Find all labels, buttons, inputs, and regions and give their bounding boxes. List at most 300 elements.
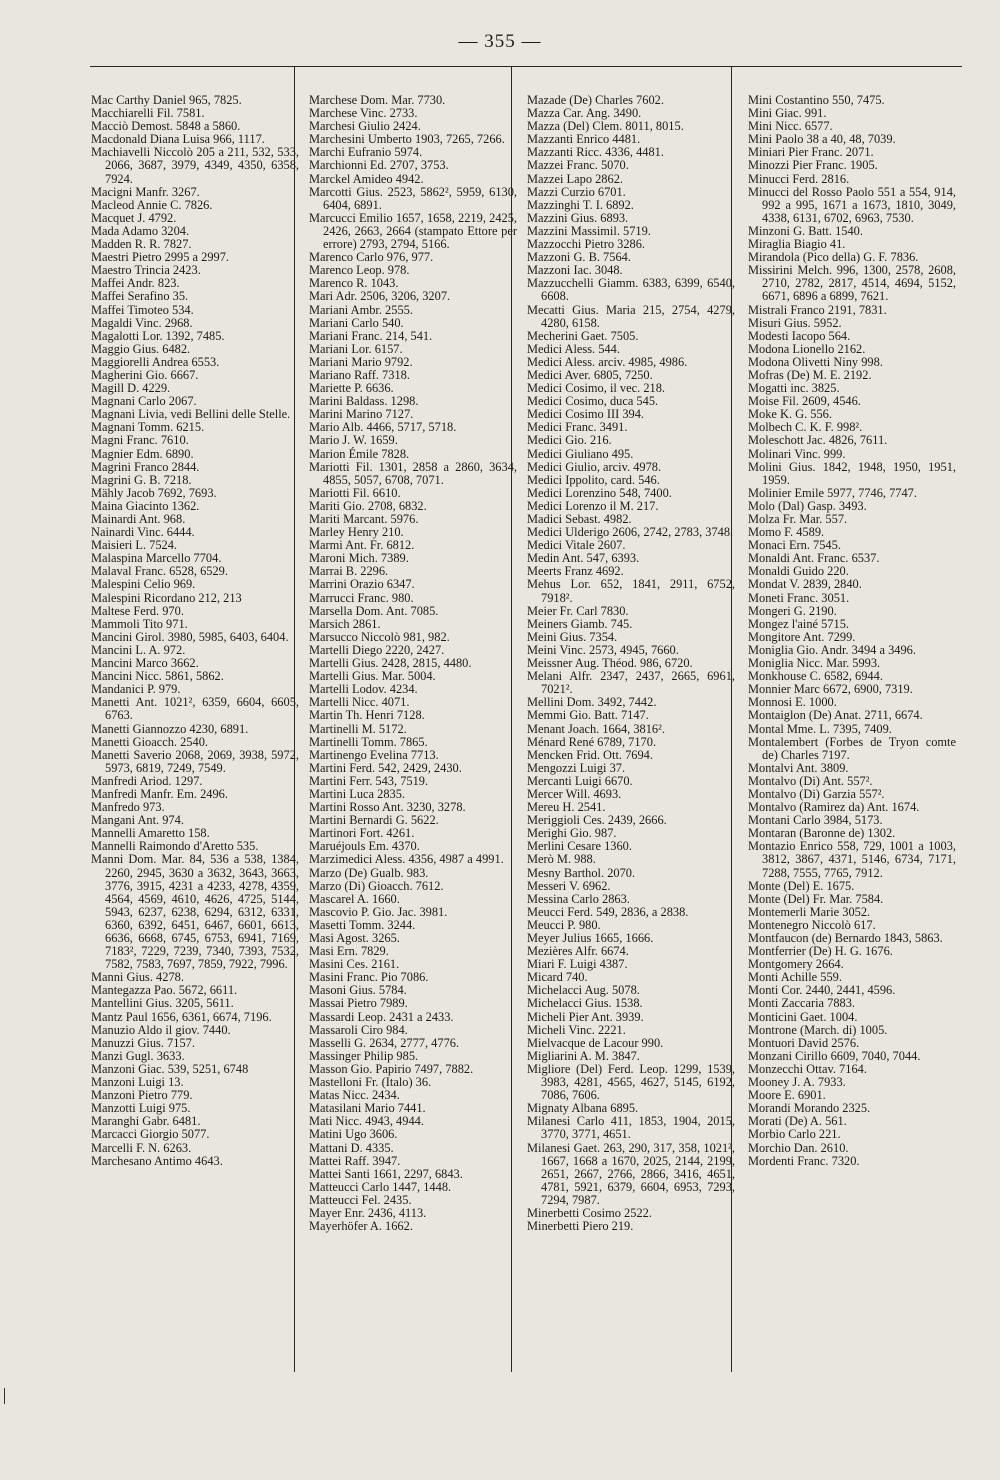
index-entry: Milanesi Carlo 411, 1853, 1904, 2015, 3770, 3771, 4651.: [527, 1114, 735, 1142]
index-entry: Moleschott Jac. 4826, 7611.: [748, 433, 888, 448]
index-entry: Maffei Timoteo 534.: [91, 302, 194, 317]
index-entry: Magnani Livia, vedi Bellini delle Stelle.: [91, 407, 291, 422]
index-entry: Mondat V. 2839, 2840.: [748, 577, 862, 592]
index-entry: Milanesi Gaet. 263, 290, 317, 358, 1021², 1667, 1668 a 1670, 2025, 2144, 2199, 2651, 2667, 2766, 2866, 3416, 4651, 4781, 5921, 6379, 6604, 6953, 7293, 7294, 7987.: [527, 1140, 735, 1207]
index-entry: Maina Giacinto 1362.: [91, 498, 200, 513]
index-entry: Manetti Saverio 2068, 2069, 3938, 5972, 5973, 6819, 7249, 7549.: [91, 747, 299, 775]
index-entry: Monaldi Guido 220.: [748, 564, 849, 579]
index-entry: Mielvacque de Lacour 990.: [527, 1035, 664, 1050]
index-entry: Marsich 2861.: [309, 616, 381, 631]
index-entry: Manzotti Luigi 975.: [91, 1101, 191, 1116]
index-entry: Mazzei Franc. 5070.: [527, 158, 629, 173]
index-entry: Manfredo 973.: [91, 800, 165, 815]
index-entry: Moke K. G. 556.: [748, 407, 832, 422]
index-entry: Monti Cor. 2440, 2441, 4596.: [748, 983, 896, 998]
index-entry: Momo F. 4589.: [748, 525, 825, 540]
index-entry: Montemerli Marie 3052.: [748, 904, 871, 919]
index-entry: Moise Fil. 2609, 4546.: [748, 394, 861, 409]
index-entry: Marini Baldass. 1298.: [309, 394, 419, 409]
index-entry: Masini Ces. 2161.: [309, 957, 400, 972]
index-entry: Manzoni Luigi 13.: [91, 1075, 184, 1090]
index-entry: Manetti Giannozzo 4230, 6891.: [91, 721, 249, 736]
index-entry: Mac Carthy Daniel 965, 7825.: [91, 93, 242, 107]
index-entry: Minzoni G. Batt. 1540.: [748, 223, 863, 238]
index-entry: Mada Adamo 3204.: [91, 223, 190, 238]
index-entry: Magaldi Vinc. 2968.: [91, 315, 193, 330]
index-entry: Mancini Girol. 3980, 5985, 6403, 6404.: [91, 629, 289, 644]
index-entry: Mazzini Gius. 6893.: [527, 210, 629, 225]
index-entry: Matteucci Carlo 1447, 1448.: [309, 1179, 452, 1194]
index-entry: Machiavelli Niccolò 205 a 211, 532, 533, 2066, 3687, 3979, 4349, 4350, 6358, 7924.: [91, 145, 299, 186]
index-entry: Mini Giac. 991.: [748, 106, 827, 121]
index-entry: Mesny Barthol. 2070.: [527, 865, 636, 880]
index-entry: Maggio Gius. 6482.: [91, 341, 191, 356]
index-entry: Masi Ern. 7829.: [309, 944, 389, 959]
index-entry: Manni Gius. 4278.: [91, 970, 184, 985]
index-entry: Montani Carlo 3984, 5173.: [748, 813, 883, 828]
index-entry: Monzecchi Ottav. 7164.: [748, 1061, 867, 1076]
index-entry: Medici Lorenzo il M. 217.: [527, 498, 659, 513]
index-entry: Matasilani Mario 7441.: [309, 1101, 426, 1116]
index-entry: Moniglia Nicc. Mar. 5993.: [748, 656, 881, 671]
index-entry: Marckel Amideo 4942.: [309, 171, 424, 186]
index-column-3: [527, 94, 735, 1233]
index-entry: Manzoni Pietro 779.: [91, 1088, 193, 1103]
index-entry: Monti Achille 559.: [748, 970, 842, 985]
index-entry: Minerbetti Piero 219.: [527, 1219, 634, 1234]
index-entry: Mazzi Curzio 6701.: [527, 184, 626, 199]
index-entry: Messeri V. 6962.: [527, 878, 611, 893]
index-entry: Manetti Gioacch. 2540.: [91, 734, 208, 749]
index-entry: Martinelli M. 5172.: [309, 721, 407, 736]
index-entry: Mordenti Franc. 7320.: [748, 1153, 860, 1168]
index-entry: Martelli Diego 2220, 2427.: [309, 642, 445, 657]
index-entry: Marcotti Gius. 2523, 5862², 5959, 6130, 6404, 6891.: [309, 184, 517, 212]
index-entry: Massaroli Ciro 984.: [309, 1022, 408, 1037]
index-entry: Montenegro Niccolò 617.: [748, 917, 876, 932]
index-entry: Maroni Mich. 7389.: [309, 551, 409, 566]
index-entry: Montuori David 2576.: [748, 1035, 860, 1050]
index-entry: Martini Luca 2835.: [309, 786, 406, 801]
index-entry: Montferrier (De) H. G. 1676.: [748, 944, 893, 959]
index-entry: Mähly Jacob 7692, 7693.: [91, 485, 217, 500]
index-entry: Marley Henry 210.: [309, 525, 404, 540]
index-entry: Michelacci Aug. 5078.: [527, 983, 640, 998]
index-entry: Mongeri G. 2190.: [748, 603, 837, 618]
index-entry: Micheli Pier Ant. 3939.: [527, 1009, 644, 1024]
index-entry: Matteucci Fel. 2435.: [309, 1192, 412, 1207]
index-entry: Mattani D. 4335.: [309, 1140, 394, 1155]
index-entry: Molinier Emile 5977, 7746, 7747.: [748, 485, 917, 500]
index-entry: Mariotti Fil. 6610.: [309, 485, 401, 500]
index-entry: Macigni Manfr. 3267.: [91, 184, 200, 199]
index-entry: Medici Cosimo, duca 545.: [527, 394, 659, 409]
index-entry: Montfaucon (de) Bernardo 1843, 5863.: [748, 931, 943, 945]
index-entry: Macdonald Diana Luisa 966, 1117.: [91, 132, 265, 147]
index-entry: Mezières Alfr. 6674.: [527, 944, 629, 959]
index-entry: Macciò Demost. 5848 a 5860.: [91, 119, 241, 134]
index-entry: Maffei Andr. 823.: [91, 276, 180, 291]
index-entry: Marchesi Giulio 2424.: [309, 119, 421, 134]
index-entry: Ménard René 6789, 7170.: [527, 734, 657, 749]
index-entry: Mancini Nicc. 5861, 5862.: [91, 669, 224, 684]
index-entry: Micheli Vinc. 2221.: [527, 1022, 626, 1037]
index-entry: Mencken Frid. Ott. 7694.: [527, 747, 653, 762]
index-entry: Marmi Ant. Fr. 6812.: [309, 538, 415, 553]
index-entry: Mazzocchi Pietro 3286.: [527, 237, 646, 252]
index-entry: Malaval Franc. 6528, 6529.: [91, 564, 228, 579]
index-entry: Marrai B. 2296.: [309, 564, 389, 579]
index-entry: Molini Gius. 1842, 1948, 1950, 1951, 1959.: [748, 459, 956, 487]
index-entry: Mogatti inc. 3825.: [748, 381, 840, 396]
index-entry: Montaran (Baronne de) 1302.: [748, 826, 896, 841]
index-entry: Mercer Will. 4693.: [527, 786, 622, 801]
index-entry: Mazzanti Enrico 4481.: [527, 132, 641, 147]
index-entry: Mariotti Fil. 1301, 2858 a 2860, 3634, 4855, 5057, 6708, 7071.: [309, 459, 517, 487]
index-entry: Morati (De) A. 561.: [748, 1114, 847, 1129]
index-entry: Masoni Gius. 5784.: [309, 983, 407, 998]
index-entry: Missirini Melch. 996, 1300, 2578, 2608, 2710, 2782, 2817, 4514, 4694, 5152, 6671, 6896 a 6899, 7621.: [748, 263, 956, 304]
index-entry: Meiners Giamb. 745.: [527, 616, 633, 631]
index-entry: Macchiarelli Fil. 7581.: [91, 106, 205, 121]
index-entry: Mariette P. 6636.: [309, 381, 394, 396]
index-entry: Mazade (De) Charles 7602.: [527, 93, 664, 107]
index-entry: Matini Ugo 3606.: [309, 1127, 398, 1142]
index-entry: Monnier Marc 6672, 6900, 7319.: [748, 682, 913, 697]
index-entry: Mariani Carlo 540.: [309, 315, 404, 330]
index-entry: Montal Mme. L. 7395, 7409.: [748, 721, 892, 736]
index-entry: Merlini Cesare 1360.: [527, 839, 632, 854]
index-entry: Marrini Orazio 6347.: [309, 577, 415, 592]
index-entry: Mofras (De) M. E. 2192.: [748, 367, 872, 382]
index-entry: Merighi Gio. 987.: [527, 826, 617, 841]
index-entry: Marsella Dom. Ant. 7085.: [309, 603, 439, 618]
index-entry: Mini Nicc. 6577.: [748, 119, 833, 134]
index-entry: Migliarini A. M. 3847.: [527, 1048, 640, 1063]
index-entry: Meissner Aug. Théod. 986, 6720.: [527, 656, 693, 671]
index-entry: Morbio Carlo 221.: [748, 1127, 841, 1142]
index-entry: Marchi Eufranio 5974.: [309, 145, 423, 160]
index-entry: Madden R. R. 7827.: [91, 237, 192, 252]
index-entry: Meier Fr. Carl 7830.: [527, 603, 629, 618]
index-entry: Maruéjouls Em. 4370.: [309, 839, 420, 854]
index-entry: Manfredi Ariod. 1297.: [91, 773, 203, 788]
index-entry: Martin Th. Henri 7128.: [309, 708, 425, 723]
index-entry: Magni Franc. 7610.: [91, 433, 189, 448]
index-entry: Meerts Franz 4692.: [527, 564, 624, 579]
index-entry: Mariani Franc. 214, 541.: [309, 328, 433, 343]
index-entry: Martelli Lodov. 4234.: [309, 682, 418, 697]
index-entry: Moniglia Gio. Andr. 3494 a 3496.: [748, 642, 916, 657]
index-entry: Magnani Tomm. 6215.: [91, 420, 205, 435]
index-entry: Minucci Ferd. 2816.: [748, 171, 850, 186]
index-entry: Marenco Carlo 976, 977.: [309, 250, 434, 265]
index-entry: Mariti Gio. 2708, 6832.: [309, 498, 427, 513]
index-entry: Mazzucchelli Giamm. 6383, 6399, 6540, 6608.: [527, 276, 735, 304]
index-entry: Miraglia Biagio 41.: [748, 237, 846, 252]
index-entry: Maisieri L. 7524.: [91, 538, 178, 553]
index-entry: Messina Carlo 2863.: [527, 891, 630, 906]
index-entry: Masetti Tomm. 3244.: [309, 917, 416, 932]
index-entry: Mereu H. 2541.: [527, 800, 606, 815]
index-entry: Medici Gio. 216.: [527, 433, 612, 448]
index-entry: Magrini Franco 2844.: [91, 459, 200, 474]
index-entry: Michelacci Gius. 1538.: [527, 996, 643, 1011]
index-entry: Magrini G. B. 7218.: [91, 472, 192, 487]
index-entry: Mascovio P. Gio. Jac. 3981.: [309, 904, 448, 919]
index-entry: Marrucci Franc. 980.: [309, 590, 414, 605]
index-entry: Martini Ferr. 543, 7519.: [309, 773, 429, 788]
index-entry: Magnier Edm. 6890.: [91, 446, 194, 461]
index-entry: Molbech C. K. F. 998².: [748, 420, 863, 435]
index-entry: Montaiglon (De) Anat. 2711, 6674.: [748, 708, 923, 723]
index-entry: Medici Ulderigo 2606, 2742, 2783, 3748.: [527, 525, 734, 540]
header-rule: [90, 66, 962, 67]
index-entry: Modesti Iacopo 564.: [748, 328, 851, 343]
index-entry: Malaspina Marcello 7704.: [91, 551, 222, 566]
index-entry: Monnosi E. 1000.: [748, 695, 837, 710]
index-entry: Medici Giulio, arciv. 4978.: [527, 459, 662, 474]
index-entry: Mati Nicc. 4943, 4944.: [309, 1114, 424, 1129]
index-entry: Monaldi Ant. Franc. 6537.: [748, 551, 880, 566]
index-entry: Manni Dom. Mar. 84, 536 a 538, 1384, 2260, 2945, 3630 a 3632, 3643, 3663, 3776, 3915, 4231 a 4233, 4278, 4359, 4564, 4569, 4610, 4626, 4725, 5144, 5943, 6237, 6238, 6294, 6312, 6331, 6360, 6392, 6451, 6467, 6601, 6613, 6636, 6668, 6745, 6753, 6941, 7169, 7183², 7229, 7239, 7340, 7393, 7532, 7582, 7583, 7697, 7859, 7922, 7996.: [91, 852, 299, 972]
index-entry: Mannelli Raimondo d'Aretto 535.: [91, 839, 259, 854]
index-entry: Magalotti Lor. 1392, 7485.: [91, 328, 225, 343]
index-entry: Mancini L. A. 972.: [91, 642, 186, 657]
index-entry: Melani Alfr. 2347, 2437, 2665, 6961, 7021².: [527, 669, 735, 697]
index-entry: Mini Costantino 550, 7475.: [748, 93, 885, 107]
index-entry: Montalvi Ant. 3809.: [748, 760, 849, 775]
index-entry: Masson Gio. Papirio 7497, 7882.: [309, 1061, 474, 1076]
index-entry: Mandanici P. 979.: [91, 682, 181, 697]
index-entry: Mini Paolo 38 a 40, 48, 7039.: [748, 132, 896, 147]
index-entry: Magill D. 4229.: [91, 381, 171, 396]
index-entry: Mengozzi Luigi 37.: [527, 760, 626, 775]
index-entry: Mongez l'ainé 5715.: [748, 616, 849, 631]
index-column-4: [748, 94, 956, 1168]
index-entry: Martini Rosso Ant. 3230, 3278.: [309, 800, 466, 815]
index-entry: Montalembert (Forbes de Tryon comte de) Charles 7197.: [748, 734, 956, 762]
index-entry: Mayerhöfer A. 1662.: [309, 1219, 413, 1234]
index-entry: Montalvo (Di) Ant. 557².: [748, 773, 873, 788]
index-entry: Massardi Leop. 2431 a 2433.: [309, 1009, 454, 1024]
index-entry: Mongitore Ant. 7299.: [748, 629, 856, 644]
index-entry: Mastelloni Fr. (Italo) 36.: [309, 1075, 432, 1090]
index-entry: Mazza Car. Ang. 3490.: [527, 106, 642, 121]
index-entry: Marzo (Di) Gioacch. 7612.: [309, 878, 444, 893]
index-entry: Montgomery 2664.: [748, 957, 844, 972]
index-entry: Maranghi Gabr. 6481.: [91, 1114, 201, 1129]
index-entry: Marchesano Antimo 4643.: [91, 1153, 223, 1168]
index-entry: Malespini Celio 969.: [91, 577, 196, 592]
index-entry: Martinelli Tomm. 7865.: [309, 734, 428, 749]
index-entry: Mario Alb. 4466, 5717, 5718.: [309, 420, 457, 435]
index-entry: Macquet J. 4792.: [91, 210, 177, 225]
index-entry: Masselli G. 2634, 2777, 4776.: [309, 1035, 460, 1050]
index-entry: Manfredi Manfr. Em. 2496.: [91, 786, 228, 801]
index-entry: Maggiorelli Andrea 6553.: [91, 354, 220, 369]
index-entry: Medici Franc. 3491.: [527, 420, 628, 435]
index-entry: Montazio Enrico 558, 729, 1001 a 1003, 3812, 3867, 4371, 5146, 6734, 7171, 7288, 7555, 7765, 7912.: [748, 839, 956, 880]
index-entry: Medici Lorenzino 548, 7400.: [527, 485, 672, 500]
index-entry: Merò M. 988.: [527, 852, 596, 867]
index-entry: Meyer Julius 1665, 1666.: [527, 931, 654, 945]
index-entry: Marenco Leop. 978.: [309, 263, 410, 278]
index-entry: Marzo (De) Gualb. 983.: [309, 865, 429, 880]
index-entry: Mariano Raff. 7318.: [309, 367, 410, 382]
index-entry: Mariani Ambr. 2555.: [309, 302, 413, 317]
index-entry: Monte (Del) E. 1675.: [748, 878, 855, 893]
index-entry: Mariani Lor. 6157.: [309, 341, 403, 356]
index-entry: Monticini Gaet. 1004.: [748, 1009, 858, 1024]
index-entry: Miari F. Luigi 4387.: [527, 957, 628, 972]
index-entry: Modona Lionello 2162.: [748, 341, 866, 356]
index-entry: Martini Ferd. 542, 2429, 2430.: [309, 760, 462, 775]
index-entry: Mazzoni Iac. 3048.: [527, 263, 623, 278]
index-entry: Mayer Enr. 2436, 4113.: [309, 1205, 427, 1220]
index-entry: Mercanti Luigi 6670.: [527, 773, 633, 788]
index-entry: Martinengo Evelina 7713.: [309, 747, 439, 762]
index-entry: Magnani Carlo 2067.: [91, 394, 197, 409]
index-entry: Magherini Gio. 6667.: [91, 367, 199, 382]
index-entry: Mainardi Ant. 968.: [91, 512, 186, 526]
index-entry: Medici Ippolito, card. 546.: [527, 472, 660, 487]
index-entry: Minerbetti Cosimo 2522.: [527, 1205, 652, 1220]
index-entry: Mazzanti Ricc. 4336, 4481.: [527, 145, 664, 160]
index-entry: Mattei Santi 1661, 2297, 6843.: [309, 1166, 463, 1181]
index-entry: Manzi Gugl. 3633.: [91, 1048, 185, 1063]
index-entry: Marchese Dom. Mar. 7730.: [309, 93, 446, 107]
index-entry: Modona Olivetti Niny 998.: [748, 354, 883, 369]
index-entry: Mangani Ant. 974.: [91, 813, 184, 828]
index-entry: Mari Adr. 2506, 3206, 3207.: [309, 289, 451, 304]
index-entry: Medici Cosimo, il vec. 218.: [527, 381, 666, 396]
index-entry: Meucci P. 980.: [527, 917, 601, 932]
index-entry: Medici Aless. arciv. 4985, 4986.: [527, 354, 688, 369]
index-entry: Marchese Vinc. 2733.: [309, 106, 418, 121]
index-entry: Menant Joach. 1664, 3816².: [527, 721, 665, 736]
index-entry: Minucci del Rosso Paolo 551 a 554, 914, 992 a 995, 1671 a 1673, 1810, 3049, 4338, 6131, 6702, 6963, 7530.: [748, 184, 956, 225]
index-entry: Montalvo (Ramirez da) Ant. 1674.: [748, 800, 920, 815]
index-entry: Matas Nicc. 2434.: [309, 1088, 400, 1103]
index-entry: Mecherini Gaet. 7505.: [527, 328, 639, 343]
index-entry: Moneti Franc. 3051.: [748, 590, 850, 605]
index-entry: Malespini Ricordano 212, 213: [91, 590, 242, 605]
index-entry: Monkhouse C. 6582, 6944.: [748, 669, 883, 684]
index-entry: Maltese Ferd. 970.: [91, 603, 184, 618]
index-entry: Meini Gius. 7354.: [527, 629, 618, 644]
index-entry: Medici Vitale 2607.: [527, 538, 626, 553]
index-entry: Molinari Vinc. 999.: [748, 446, 846, 461]
index-entry: Mirandola (Pico della) G. F. 7836.: [748, 250, 919, 265]
index-entry: Micard 740.: [527, 970, 588, 985]
index-column-2: [309, 94, 517, 1233]
index-entry: Marzimedici Aless. 4356, 4987 a 4991.: [309, 852, 504, 867]
index-entry: Molo (Dal) Gasp. 3493.: [748, 498, 867, 513]
index-entry: Medici Aless. 544.: [527, 341, 620, 356]
index-entry: Marcacci Giorgio 5077.: [91, 1127, 210, 1142]
index-entry: Monti Zaccaria 7883.: [748, 996, 856, 1011]
index-column-1: [91, 94, 299, 1168]
index-entry: Mantegazza Pao. 5672, 6611.: [91, 983, 238, 998]
index-entry: Marchesini Umberto 1903, 7265, 7266.: [309, 132, 505, 147]
index-entry: Mazzei Lapo 2862.: [527, 171, 623, 186]
index-entry: Nainardi Vinc. 6444.: [91, 525, 195, 540]
index-entry: Martelli Gius. 2428, 2815, 4480.: [309, 656, 472, 671]
index-entry: Mario J. W. 1659.: [309, 433, 398, 448]
index-entry: Monaci Ern. 7545.: [748, 538, 841, 553]
index-entry: Marcelli F. N. 6263.: [91, 1140, 192, 1155]
index-entry: Monte (Del) Fr. Mar. 7584.: [748, 891, 884, 906]
index-entry: Medici Aver. 6805, 7250.: [527, 367, 653, 382]
index-entry: Monzani Cirillo 6609, 7040, 7044.: [748, 1048, 921, 1063]
index-entry: Mammoli Tito 971.: [91, 616, 188, 631]
index-entry: Mehus Lor. 652, 1841, 2911, 6752, 7918².: [527, 577, 735, 605]
index-entry: Massinger Philip 985.: [309, 1048, 419, 1063]
index-entry: Martelli Gius. Mar. 5004.: [309, 669, 436, 684]
index-entry: Morchio Dan. 2610.: [748, 1140, 849, 1155]
index-entry: Marsucco Niccolò 981, 982.: [309, 629, 450, 644]
index-entry: Massai Pietro 7989.: [309, 996, 408, 1011]
index-entry: Macleod Annie C. 7826.: [91, 197, 213, 212]
index-entry: Mignaty Albana 6895.: [527, 1101, 639, 1116]
index-entry: Mazza (Del) Clem. 8011, 8015.: [527, 119, 684, 134]
index-entry: Mascarel A. 1660.: [309, 891, 400, 906]
index-entry: Manuzio Aldo il giov. 7440.: [91, 1022, 231, 1037]
index-entry: Mecatti Gius. Maria 215, 2754, 4279, 4280, 6158.: [527, 302, 735, 330]
index-entry: Mazzini Massimil. 5719.: [527, 223, 651, 238]
index-entry: Marion Émile 7828.: [309, 446, 410, 461]
index-entry: Morandi Morando 2325.: [748, 1101, 871, 1116]
index-entry: Maestro Trincia 2423.: [91, 263, 201, 278]
index-entry: Minozzi Pier Franc. 1905.: [748, 158, 878, 173]
index-entry: Mancini Marco 3662.: [91, 656, 199, 671]
index-entry: Marchionni Ed. 2707, 3753.: [309, 158, 449, 173]
index-entry: Mazzinghi T. I. 6892.: [527, 197, 634, 212]
index-entry: Mannelli Amaretto 158.: [91, 826, 210, 841]
index-entry: Martinori Fort. 4261.: [309, 826, 415, 841]
index-entry: Martini Bernardi G. 5622.: [309, 813, 439, 828]
index-entry: Meini Vinc. 2573, 4945, 7660.: [527, 642, 679, 657]
index-entry: Mooney J. A. 7933.: [748, 1075, 846, 1090]
index-entry: Masini Franc. Pio 7086.: [309, 970, 429, 985]
index-entry: Medici Giuliano 495.: [527, 446, 634, 461]
margin-mark: [4, 1388, 5, 1404]
index-entry: Misuri Gius. 5952.: [748, 315, 842, 330]
index-entry: Mantellini Gius. 3205, 5611.: [91, 996, 234, 1011]
page-number: — 355 —: [458, 31, 542, 52]
index-entry: Meriggioli Ces. 2439, 2666.: [527, 813, 667, 828]
index-entry: Mistrali Franco 2191, 7831.: [748, 302, 887, 317]
index-entry: Marcucci Emilio 1657, 1658, 2219, 2425, 2426, 2663, 2664 (stampato Ettore per errore) 2793, 2794, 5166.: [309, 210, 517, 252]
index-entry: Mattei Raff. 3947.: [309, 1153, 401, 1168]
index-entry: Meucci Ferd. 549, 2836, a 2838.: [527, 904, 689, 919]
index-entry: Mariani Mario 9792.: [309, 354, 413, 369]
index-entry: Mantz Paul 1656, 6361, 6674, 7196.: [91, 1009, 272, 1024]
index-entry: Memmi Gio. Batt. 7147.: [527, 708, 649, 723]
index-entry: Manetti Ant. 1021², 6359, 6604, 6605, 6763.: [91, 695, 299, 723]
index-entry: Medici Cosimo III 394.: [527, 407, 645, 422]
index-entry: Manuzzi Gius. 7157.: [91, 1035, 195, 1050]
index-entry: Medin Ant. 547, 6393.: [527, 551, 640, 566]
index-entry: Marenco R. 1043.: [309, 276, 399, 291]
index-entry: Maestri Pietro 2995 a 2997.: [91, 250, 229, 265]
index-entry: Molza Fr. Mar. 557.: [748, 512, 848, 526]
index-entry: Migliore (Del) Ferd. Leop. 1299, 1539, 3983, 4281, 4565, 4627, 5145, 6192, 7086, 7606.: [527, 1061, 735, 1103]
index-entry: Martelli Nicc. 4071.: [309, 695, 410, 710]
index-entry: Maffei Serafino 35.: [91, 289, 189, 304]
index-entry: Montrone (March. di) 1005.: [748, 1022, 888, 1037]
